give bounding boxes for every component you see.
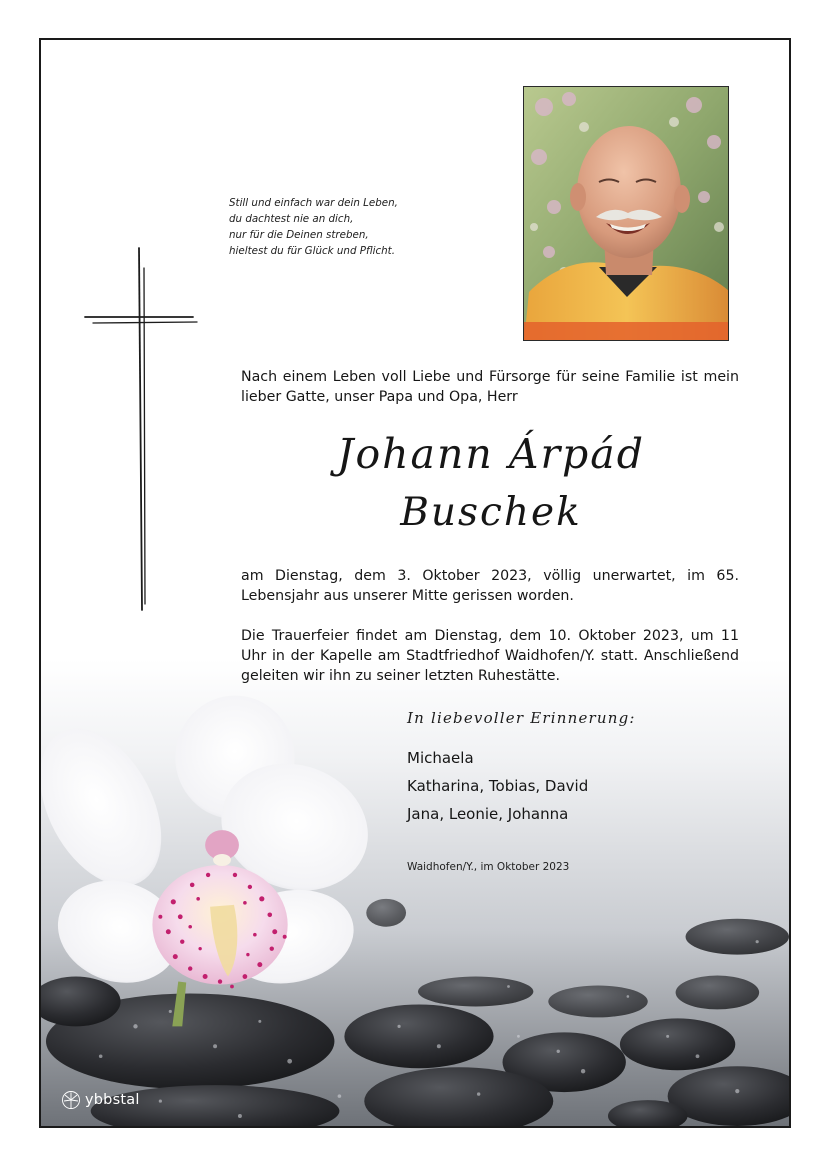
poem-line: Still und einfach war dein Leben, (229, 197, 398, 209)
memory-heading: In liebevoller Erinnerung: (407, 709, 636, 727)
obituary-card (39, 38, 791, 1128)
ybbstal-logo (61, 1090, 140, 1110)
mourner-line: Jana, Leonie, Johanna (407, 805, 569, 823)
place-date: Waidhofen/Y., im Oktober 2023 (407, 861, 570, 873)
poem-line: du dachtest nie an dich, (229, 213, 354, 225)
poem-line: nur für die Deinen streben, (229, 229, 369, 241)
logo-text: ybbstal (85, 1092, 140, 1108)
cross-icon (83, 244, 203, 614)
mourner-line: Michaela (407, 749, 474, 767)
portrait-image (524, 87, 729, 341)
death-notice: am Dienstag, dem 3. Oktober 2023, völlig unerwartet, im 65. Lebensjahr aus unserer Mitte gerissen worden. (241, 568, 739, 604)
mourners-list (407, 744, 588, 828)
intro-text: Nach einem Leben voll Liebe und Fürsorge für seine Familie ist mein lieber Gatte, unser Papa und Opa, Herr (241, 369, 739, 405)
poem (229, 195, 479, 259)
portrait-photo (523, 86, 729, 341)
deceased-last-name: Buschek (400, 490, 582, 535)
mourner-line: Katharina, Tobias, David (407, 777, 589, 795)
poem-line: hieltest du für Glück und Pflicht. (229, 245, 395, 257)
funeral-notice: Die Trauerfeier findet am Dienstag, dem 10. Oktober 2023, um 11 Uhr in der Kapelle am Stadtfriedhof Waidhofen/Y. statt. Anschließend geleiten wir ihn zu seiner letzten Ruhestätte. (241, 628, 739, 684)
deceased-first-names: Johann Árpád (337, 430, 645, 478)
dandelion-icon (61, 1090, 81, 1110)
